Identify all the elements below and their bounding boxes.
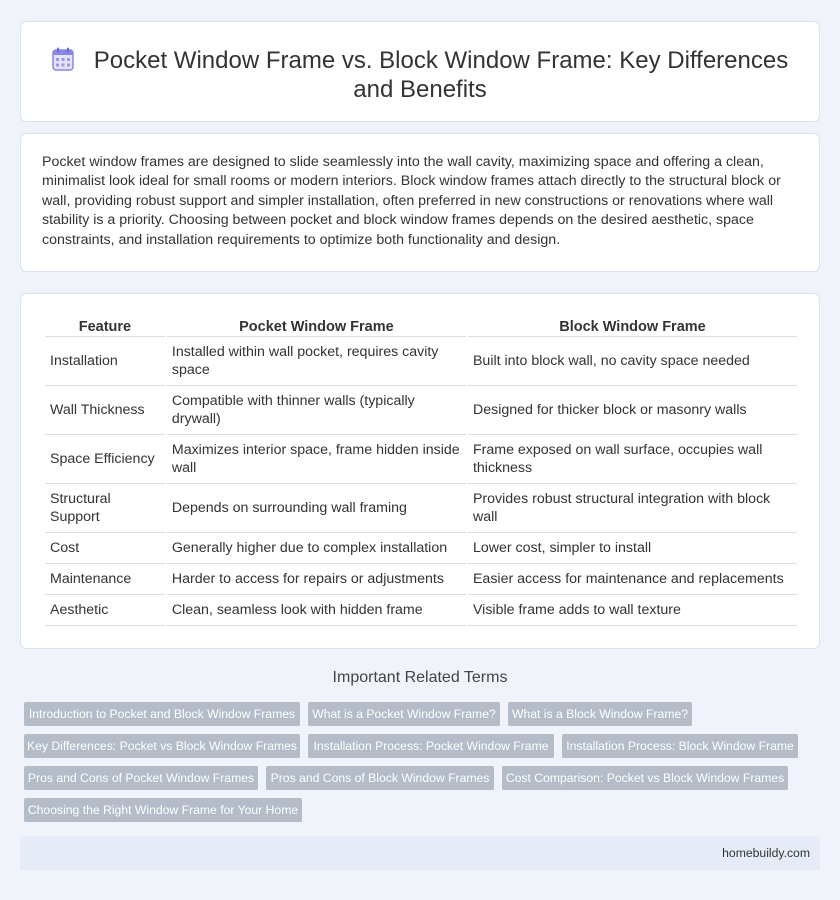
pocket-cell: Installed within wall pocket, requires cavity space [167, 337, 466, 386]
pocket-cell: Maximizes interior space, frame hidden inside wall [167, 435, 466, 484]
column-header-feature: Feature [45, 315, 165, 337]
feature-cell: Structural Support [45, 484, 165, 533]
intro-paragraph: Pocket window frames are designed to slide seamlessly into the wall cavity, maximizing space and offering a clean, minimalist look ideal for small rooms or modern interiors. Block window frames attach directly to the structural block or wall, providing robust support and simpler installation, often preferred in new constructions or renovations where wall stability is a priority. Choosing between pocket and block window frames depends on the desired aesthetic, space constraints, and installation requirements to optimize both functionality and design. [42, 154, 781, 248]
table-row [45, 533, 797, 564]
table-row [45, 595, 797, 626]
related-tag-link[interactable]: Introduction to Pocket and Block Window Frames [24, 702, 300, 726]
related-tag-link[interactable]: Installation Process: Pocket Window Frame [308, 734, 554, 758]
table-row [45, 564, 797, 595]
block-cell: Designed for thicker block or masonry walls [468, 386, 797, 435]
pocket-cell: Clean, seamless look with hidden frame [167, 595, 466, 626]
pocket-cell: Generally higher due to complex installation [167, 533, 466, 564]
block-cell: Provides robust structural integration with block wall [468, 484, 797, 533]
related-tag-link[interactable]: Cost Comparison: Pocket vs Block Window Frames [502, 766, 788, 790]
related-tag-link[interactable]: Choosing the Right Window Frame for Your Home [24, 798, 302, 822]
site-name: homebuildy.com [722, 846, 810, 860]
feature-cell: Aesthetic [45, 595, 165, 626]
intro-card [20, 133, 820, 272]
block-cell: Lower cost, simpler to install [468, 533, 797, 564]
table-row [45, 337, 797, 386]
feature-cell: Space Efficiency [45, 435, 165, 484]
related-tag-link[interactable]: What is a Block Window Frame? [508, 702, 692, 726]
feature-cell: Maintenance [45, 564, 165, 595]
related-tag-link[interactable]: Pros and Cons of Block Window Frames [266, 766, 494, 790]
calendar-icon [52, 47, 74, 71]
pocket-cell: Depends on surrounding wall framing [167, 484, 466, 533]
feature-cell: Cost [45, 533, 165, 564]
table-header-row [45, 315, 797, 337]
related-tag-link[interactable]: What is a Pocket Window Frame? [308, 702, 500, 726]
comparison-table-card [20, 293, 820, 649]
page-title-row [21, 46, 819, 104]
page-title: Pocket Window Frame vs. Block Window Frame: Key Differences and Benefits [93, 47, 789, 103]
table-row [45, 386, 797, 435]
footer [20, 836, 820, 870]
pocket-cell: Compatible with thinner walls (typically drywall) [167, 386, 466, 435]
table-row [45, 435, 797, 484]
column-header-block: Block Window Frame [468, 315, 797, 337]
table-row [45, 484, 797, 533]
block-cell: Visible frame adds to wall texture [468, 595, 797, 626]
feature-cell: Wall Thickness [45, 386, 165, 435]
block-cell: Frame exposed on wall surface, occupies wall thickness [468, 435, 797, 484]
feature-cell: Installation [45, 337, 165, 386]
pocket-cell: Harder to access for repairs or adjustments [167, 564, 466, 595]
column-header-pocket: Pocket Window Frame [167, 315, 466, 337]
title-card [20, 21, 820, 122]
block-cell: Easier access for maintenance and replacements [468, 564, 797, 595]
related-tag-link[interactable]: Pros and Cons of Pocket Window Frames [24, 766, 258, 790]
comparison-table [43, 315, 799, 626]
related-terms-heading: Important Related Terms [332, 669, 508, 686]
related-tag-link[interactable]: Key Differences: Pocket vs Block Window Frames [24, 734, 300, 758]
related-tag-link[interactable]: Installation Process: Block Window Frame [562, 734, 798, 758]
block-cell: Built into block wall, no cavity space needed [468, 337, 797, 386]
